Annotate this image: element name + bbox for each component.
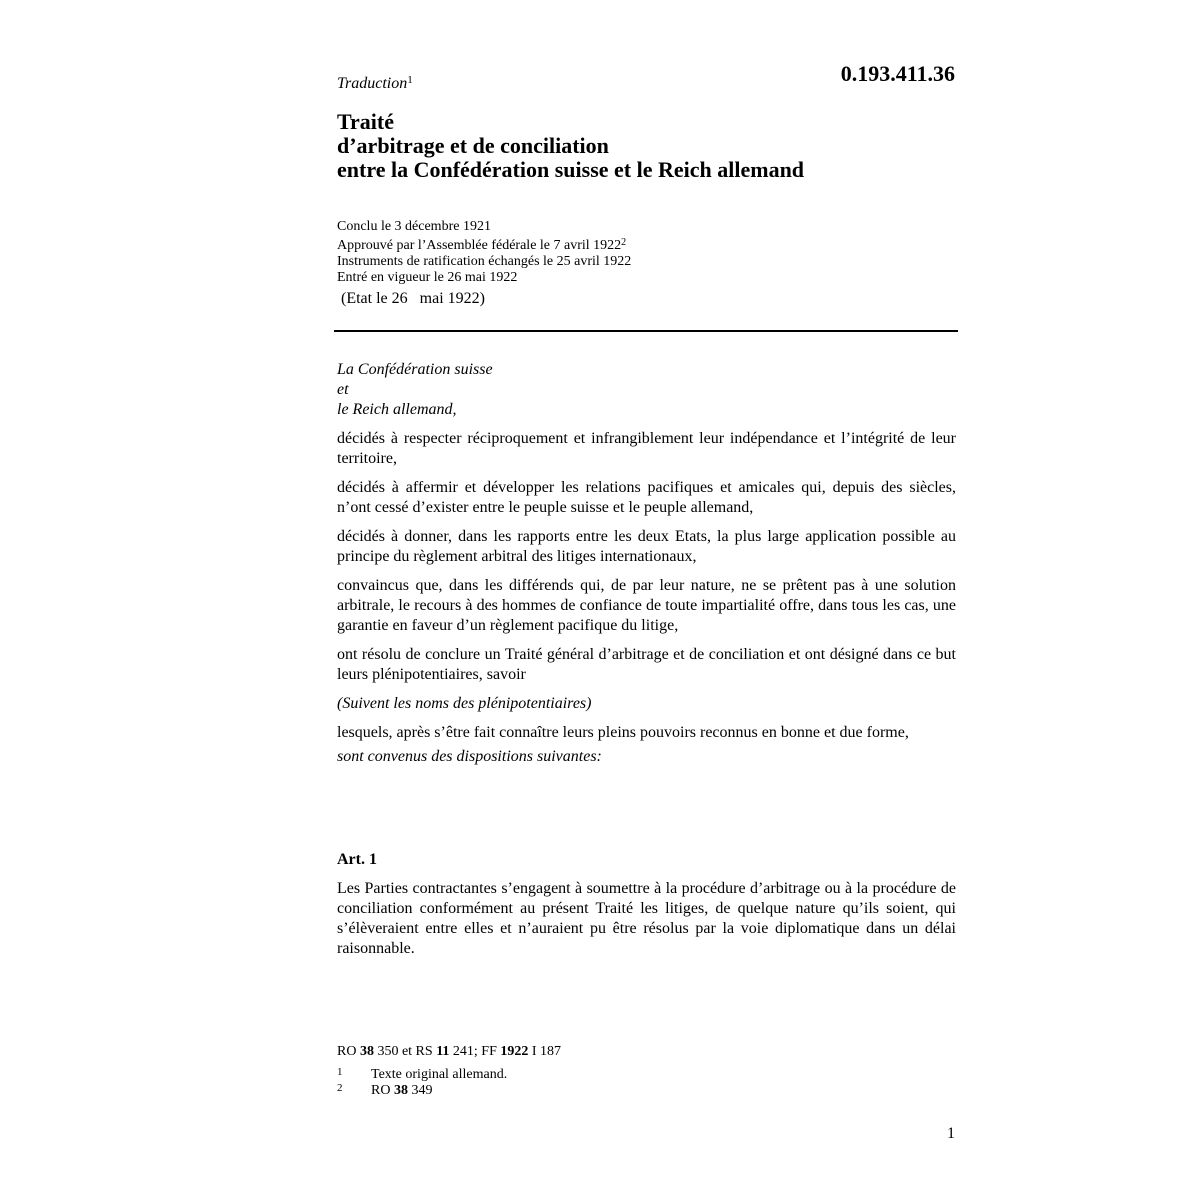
translation-label: Traduction$^1$ bbox=[337, 74, 413, 92]
sr-number: 0.193.411.36 bbox=[840, 61, 955, 86]
header-divider bbox=[334, 330, 958, 332]
document-metadata bbox=[337, 219, 631, 286]
preamble-paragraph: ont résolu de conclure un Traité général d’arbitrage et de conciliation et ont désigné dans ce but leurs plénipotentiaires, savoir bbox=[337, 646, 956, 683]
title-line-1: Traité bbox=[337, 109, 395, 134]
preamble-paragraph: lesquels, après s’être fait connaître leurs pleins pouvoirs reconnus en bonne et due forme, bbox=[337, 724, 909, 741]
status-date: (Etat le 26 mai 1922) bbox=[341, 290, 485, 307]
conclusion-date: Conclu le 3 décembre 1921 bbox=[337, 219, 491, 234]
article-1-body: Les Parties contractantes s’engagent à soumettre à la procédure d’arbitrage ou à la procédure de conciliation conformément au présent Traité les litiges, de quelque nature qu’ils soient, qui s’élèveraient entre elles et n’auraient pu être résolus par la voie diplomatique dans un délai raisonnable. bbox=[337, 880, 956, 957]
party-2: le Reich allemand, bbox=[337, 401, 457, 418]
footnote-1: 1 Texte original allemand. bbox=[337, 1066, 508, 1082]
preamble-closing: sont convenus des dispositions suivantes: bbox=[337, 748, 602, 765]
plenipotentiaries-note: (Suivent les noms des plénipotentiaires) bbox=[337, 695, 592, 712]
preamble bbox=[337, 360, 956, 776]
title-line-2: d’arbitrage et de conciliation bbox=[337, 133, 609, 158]
party-1: La Confédération suisse bbox=[337, 361, 493, 378]
preamble-paragraph: décidés à affermir et développer les relations pacifiques et amicales qui, depuis des siècles, n’ont cessé d’exister entre le peuple suisse et le peuple allemand, bbox=[337, 479, 956, 516]
title-line-3: entre la Confédération suisse et le Reich allemand bbox=[337, 157, 805, 182]
approval-date: Approuvé par l’Assemblée fédérale le 7 avril 1922$^2$ bbox=[337, 237, 627, 253]
footnote-2: 2 RO 38 349 bbox=[337, 1082, 433, 1098]
page-number: 1 bbox=[947, 1125, 955, 1142]
preamble-paragraph: convaincus que, dans les différends qui, de par leur nature, ne se prêtent pas à une solution arbitrale, le recours à des hommes de confiance de toute impartialité offre, dans tous les cas, une garantie en faveur d’un règlement pacifique du litige, bbox=[337, 577, 956, 634]
article-1-heading: Art. 1 bbox=[337, 851, 377, 868]
footnote-ref-1[interactable]: 1 bbox=[407, 74, 413, 86]
preamble-paragraph: décidés à respecter réciproquement et infrangiblement leur indépendance et l’intégrité de leur territoire, bbox=[337, 430, 956, 467]
preamble-paragraph: décidés à donner, dans les rapports entre les deux Etats, la plus large application possible au principe du règlement arbitral des litiges internationaux, bbox=[337, 528, 956, 565]
party-conjunction: et bbox=[337, 381, 349, 398]
ratification-date: Instruments de ratification échangés le 25 avril 1922 bbox=[337, 254, 632, 269]
entry-into-force-date: Entré en vigueur le 26 mai 1922 bbox=[337, 270, 518, 285]
footnote-ref-2[interactable]: 2 bbox=[621, 237, 627, 248]
document-title bbox=[337, 110, 804, 182]
source-reference: RO 38 350 et RS 11 241; FF 1922 I 187 bbox=[337, 1044, 562, 1059]
